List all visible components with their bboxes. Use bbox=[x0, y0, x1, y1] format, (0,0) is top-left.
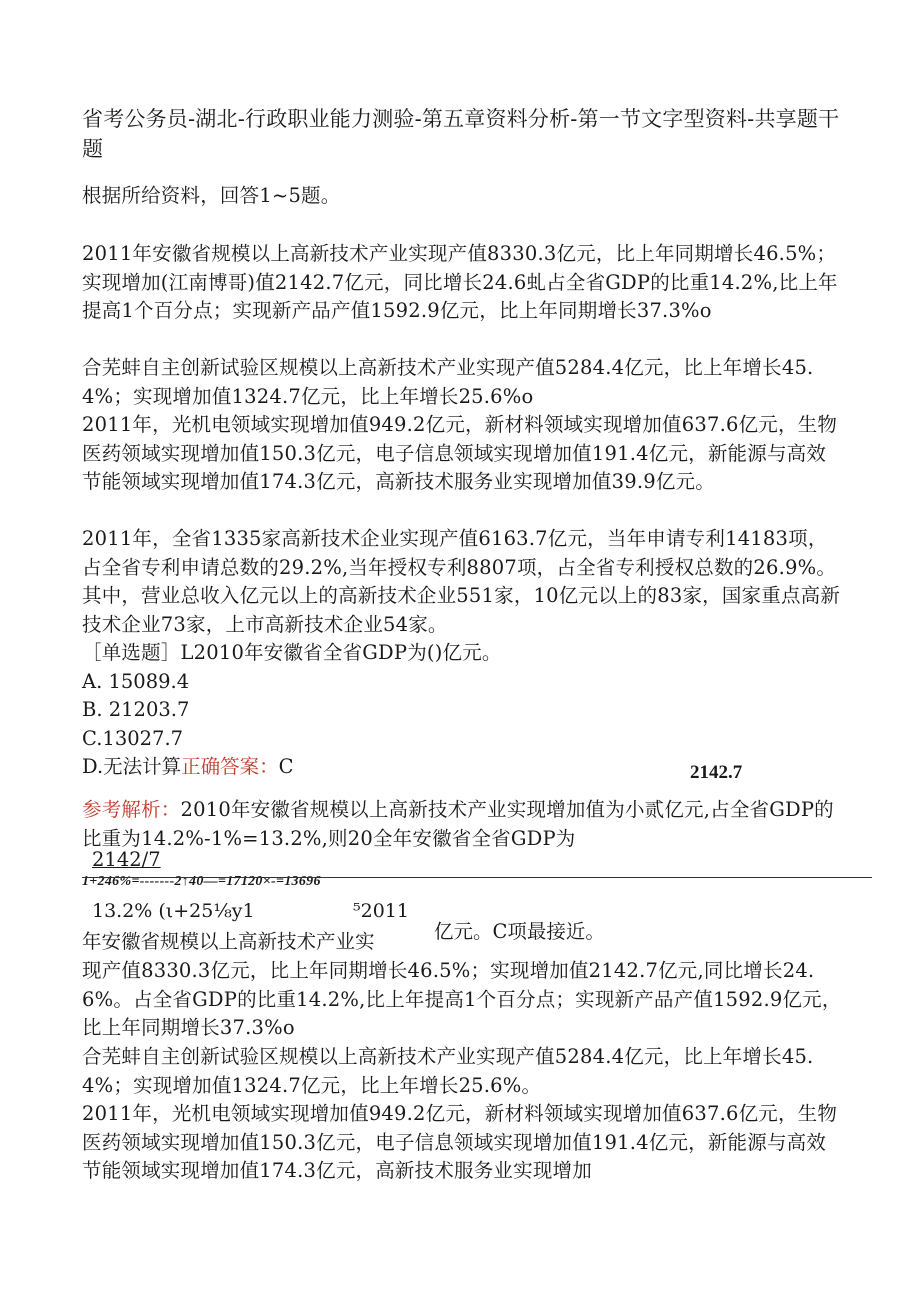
question-stem: ［单选题］L2010年安徽省全省GDP为()亿元。 bbox=[82, 641, 502, 664]
repeat-paragraph-1: 现产值8330.3亿元，比上年同期增长46.5%；实现增加值2142.7亿元,同比增长24.6%。占全省GDP的比重14.2%,比上年提高1个百分点；实现新产品产值1592.9亿元，比上年同期增长37.3%o bbox=[82, 959, 842, 1039]
explanation-label: 参考解析： bbox=[82, 798, 181, 821]
repeat-paragraph-3: 2011年，光机电领域实现增加值949.2亿元，新材料领域实现增加值637.6亿元，生物医药领域实现增加值150.3亿元，电子信息领域实现增加值191.4亿元，新能源与高效节能领域实现增加值174.3亿元，高新技术服务业实现增加 bbox=[82, 1102, 838, 1182]
material-paragraph-2: 合芜蚌自主创新试验区规模以上高新技术产业实现产值5284.4亿元，比上年增长45.4%；实现增加值1324.7亿元，比上年增长25.6%o bbox=[82, 356, 814, 408]
formula-year: ⁵2011 bbox=[353, 900, 409, 922]
formula-strike-line: 1+246%=-------2↑40—=17120×-=13696 bbox=[82, 874, 321, 889]
formula-numerator: 2142/7 bbox=[92, 848, 161, 871]
material-paragraph-3: 2011年，光机电领域实现增加值949.2亿元，新材料领域实现增加值637.6亿元，生物医药领域实现增加值150.3亿元，电子信息领域实现增加值191.4亿元，新能源与高效节能领域实现增加值174.3亿元，高新技术服务业实现增加值39.9亿元。 bbox=[82, 413, 838, 493]
option-c: C.13027.7 bbox=[82, 727, 184, 750]
material-paragraph-4: 2011年，全省1335家高新技术企业实现产值6163.7亿元，当年申请专利14183项，占全省专利申请总数的29.2%,当年授权专利8807项，占全省专利授权总数的26.9%。其中，营业总收入亿元以上的高新技术企业551家，10亿元以上的83家，国家重点高新技术企业73家，上市高新技术企业54家。 bbox=[82, 527, 841, 636]
answer-value: C bbox=[278, 755, 294, 778]
explanation-tail-left: 年安徽省规模以上高新技术产业实 bbox=[82, 930, 375, 953]
material-paragraph-1: 2011年安徽省规模以上高新技术产业实现产值8330.3亿元，比上年同期增长46.5%；实现增加(江南博哥)值2142.7亿元，同比增长24.6虬占全省GDP的比重14.2%,比上年提高1个百分点；实现新产品产值1592.9亿元，比上年同期增长37.3%o bbox=[82, 242, 838, 322]
intro-text: 根据所给资料，回答1~5题。 bbox=[82, 184, 341, 207]
document-title: 省考公务员-湖北-行政职业能力测验-第五章资料分析-第一节文字型资料-共享题干题 bbox=[82, 107, 840, 161]
option-d bbox=[82, 753, 294, 782]
explanation-bold-number: 2142.7 bbox=[690, 762, 743, 783]
option-a: A. 15089.4 bbox=[82, 670, 190, 693]
formula-divider bbox=[82, 877, 872, 878]
explanation-text: 2010年安徽省规模以上高新技术产业实现增加值为小贰亿元,占全省GDP的比重为14.2%-1%=13.2%,则20全年安徽省全省GDP为 bbox=[82, 798, 834, 850]
explanation-paragraph bbox=[82, 796, 842, 853]
repeat-paragraph-2: 合芜蚌自主创新试验区规模以上高新技术产业实现产值5284.4亿元，比上年增长45.4%；实现增加值1324.7亿元，比上年增长25.6%。 bbox=[82, 1045, 814, 1097]
option-d-text: D.无法计算 bbox=[82, 755, 182, 778]
formula-denominator: 13.2% (ι+25⅛y1 bbox=[92, 900, 255, 922]
option-b: B. 21203.7 bbox=[82, 698, 190, 721]
answer-label: 正确答案： bbox=[181, 755, 279, 778]
explanation-tail-right: 亿元。C项最接近。 bbox=[434, 920, 605, 943]
